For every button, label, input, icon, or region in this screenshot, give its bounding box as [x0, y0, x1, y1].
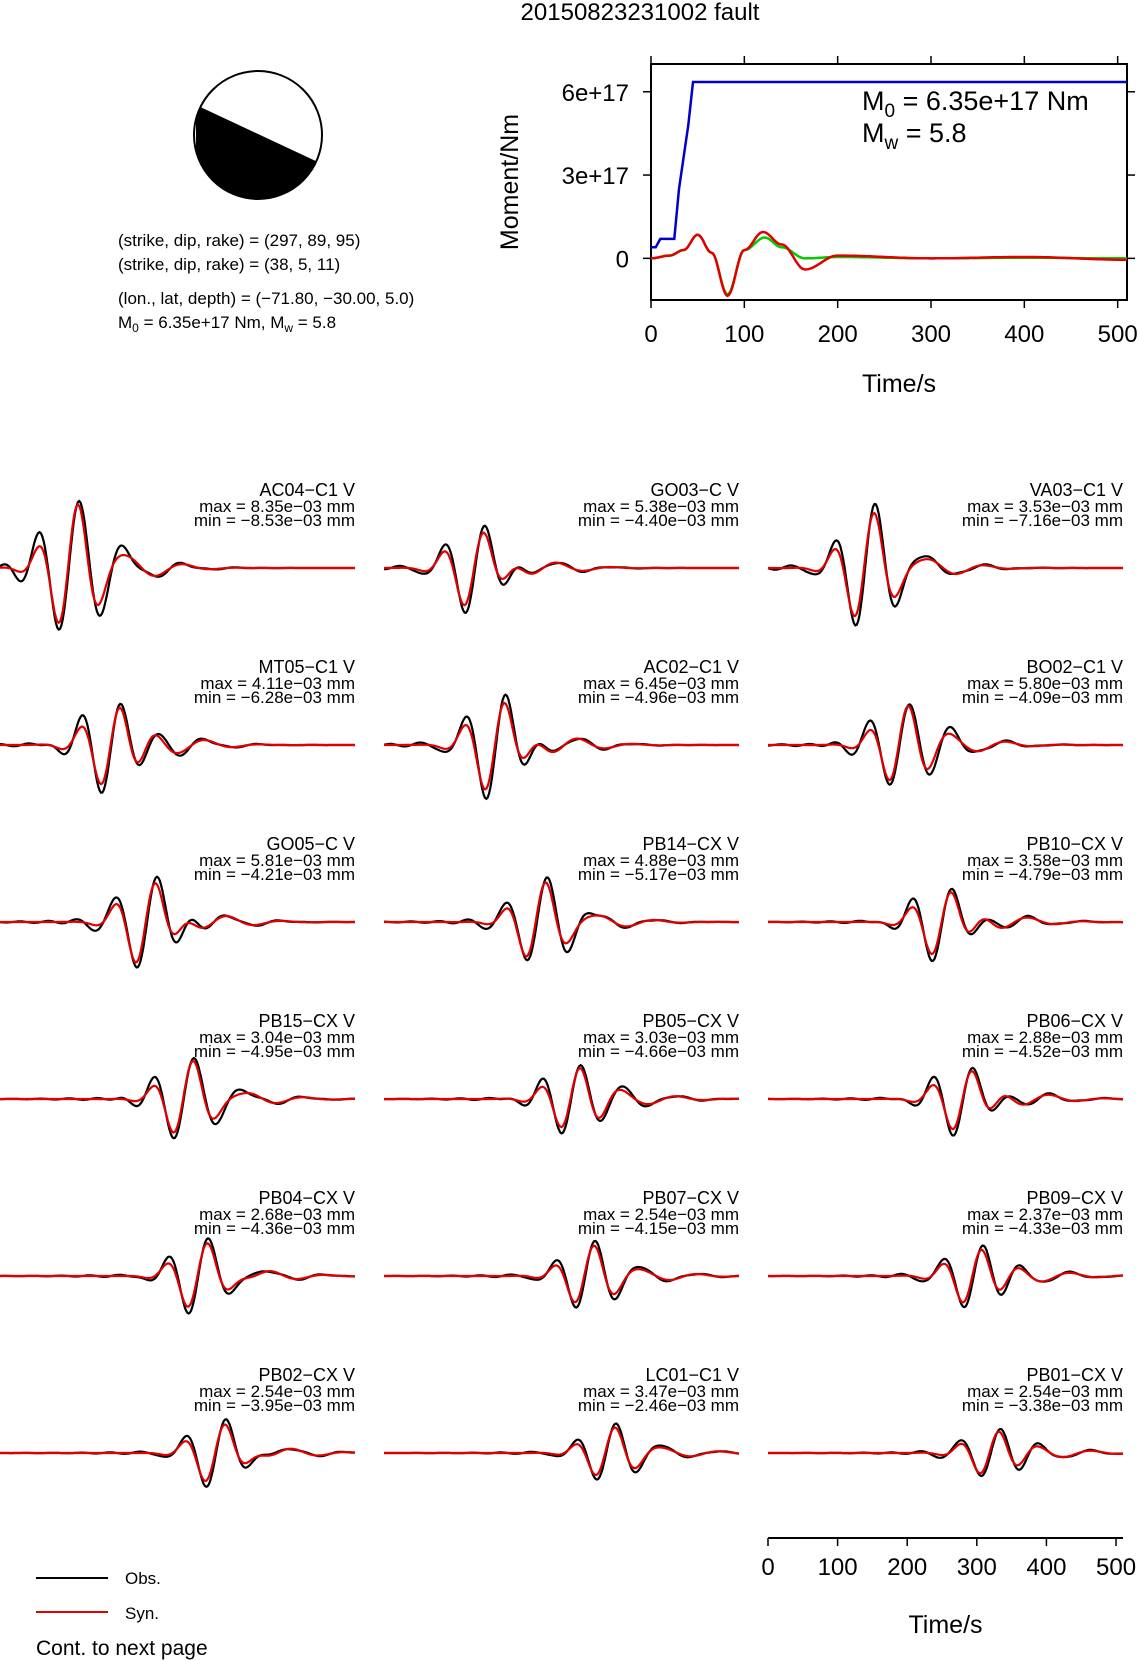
station-min: min = −4.15e−03 mm	[577, 1219, 739, 1238]
station-name: AC04−C1 V	[259, 480, 355, 500]
station-min: min = −4.09e−03 mm	[961, 688, 1123, 707]
m0-annotation: $M_0 = 6.35e+17$ Nm	[862, 86, 1089, 122]
station-min: min = −4.96e−03 mm	[577, 688, 739, 707]
moment-xtick-label: 400	[1004, 321, 1045, 348]
station-max: max = 5.81e−03 mm	[199, 851, 355, 870]
station-name: PB14−CX V	[642, 834, 739, 854]
station-name: PB06−CX V	[1026, 1011, 1123, 1031]
station-name: PB15−CX V	[258, 1011, 355, 1031]
station-min: min = −3.95e−03 mm	[193, 1396, 355, 1415]
synthetic-trace	[768, 1071, 1123, 1129]
station-max: max = 5.80e−03 mm	[967, 674, 1123, 693]
station-max: max = 3.47e−03 mm	[583, 1382, 739, 1401]
time-axis-tick-label: 100	[817, 1554, 858, 1581]
synthetic-trace	[384, 883, 739, 957]
observed-trace	[0, 704, 355, 793]
station-name: PB07−CX V	[642, 1188, 739, 1208]
synthetic-trace	[384, 1246, 739, 1303]
nodal-plane-1: (strike, dip, rake) = (297, 89, 95)	[118, 231, 361, 250]
observed-trace	[768, 1068, 1123, 1136]
station-min: min = −4.33e−03 mm	[961, 1219, 1123, 1238]
moment-xtick-label: 100	[724, 321, 765, 348]
synthetic-trace	[768, 1432, 1123, 1473]
time-axis-tick-label: 0	[761, 1554, 775, 1581]
station-name: AC02−C1 V	[643, 657, 739, 677]
time-axis-label: Time/s	[908, 1611, 983, 1639]
moment-function-plot	[496, 56, 1138, 398]
moment-xlabel: Time/s	[861, 370, 937, 398]
station-name: VA03−C1 V	[1029, 480, 1123, 500]
synthetic-trace	[384, 533, 739, 605]
synthetic-trace	[768, 706, 1123, 780]
station-name: PB04−CX V	[258, 1188, 355, 1208]
station-name: PB09−CX V	[1026, 1188, 1123, 1208]
station-name: LC01−C1 V	[645, 1365, 739, 1385]
time-axis-tick-label: 400	[1026, 1554, 1067, 1581]
legend-obs-label: Obs.	[125, 1569, 161, 1588]
synthetic-trace	[768, 1250, 1123, 1302]
legend	[36, 1569, 208, 1660]
station-name: MT05−C1 V	[258, 657, 355, 677]
moment-xtick-label: 200	[817, 321, 858, 348]
observed-trace	[384, 878, 739, 961]
observed-trace	[384, 1241, 739, 1308]
moment-xtick-label: 500	[1097, 321, 1138, 348]
station-min: min = −4.66e−03 mm	[577, 1042, 739, 1061]
station-min: min = −4.95e−03 mm	[193, 1042, 355, 1061]
station-min: min = −4.79e−03 mm	[961, 865, 1123, 884]
moment-rate-syn-line	[651, 232, 1127, 296]
station-min: min = −4.21e−03 mm	[193, 865, 355, 884]
station-min: min = −8.53e−03 mm	[193, 511, 355, 530]
station-min: min = −5.17e−03 mm	[577, 865, 739, 884]
station-name: GO05−C V	[266, 834, 355, 854]
station-name: PB01−CX V	[1026, 1365, 1123, 1385]
waveform-time-axis	[761, 1538, 1136, 1639]
synthetic-trace	[0, 1425, 355, 1481]
moment-ytick-label: 6e+17	[561, 79, 629, 107]
station-max: max = 2.54e−03 mm	[199, 1382, 355, 1401]
station-min: min = −2.46e−03 mm	[577, 1396, 739, 1415]
moment-ytick-label: 3e+17	[561, 163, 629, 191]
station-max: max = 8.35e−03 mm	[199, 497, 355, 516]
station-min: min = −4.36e−03 mm	[193, 1219, 355, 1238]
nodal-plane-2: (strike, dip, rake) = (38, 5, 11)	[118, 255, 341, 274]
station-min: min = −4.52e−03 mm	[961, 1042, 1123, 1061]
continuation-note: Cont. to next page	[36, 1637, 208, 1660]
moment-ytick-label: 0	[615, 246, 629, 274]
synthetic-trace	[0, 883, 355, 962]
station-min: min = −6.28e−03 mm	[193, 688, 355, 707]
station-name: BO02−C1 V	[1026, 657, 1123, 677]
time-axis-tick-label: 500	[1096, 1554, 1137, 1581]
station-max: max = 2.68e−03 mm	[199, 1205, 355, 1224]
station-max: max = 3.53e−03 mm	[967, 497, 1123, 516]
station-min: min = −3.38e−03 mm	[961, 1396, 1123, 1415]
station-min: min = −4.40e−03 mm	[577, 511, 739, 530]
moment-xtick-label: 0	[644, 321, 658, 348]
station-max: max = 2.54e−03 mm	[967, 1382, 1123, 1401]
station-max: max = 3.03e−03 mm	[583, 1028, 739, 1047]
focal-mechanism	[194, 71, 322, 210]
station-max: max = 2.88e−03 mm	[967, 1028, 1123, 1047]
waveform-grid	[0, 480, 1123, 1487]
time-axis-tick-label: 300	[956, 1554, 997, 1581]
synthetic-trace	[0, 708, 355, 784]
station-name: GO03−C V	[650, 480, 739, 500]
event-location: (lon., lat, depth) = (−71.80, −30.00, 5.0)	[118, 289, 415, 308]
station-min: min = −7.16e−03 mm	[961, 511, 1123, 530]
station-max: max = 2.54e−03 mm	[583, 1205, 739, 1224]
station-max: max = 4.88e−03 mm	[583, 851, 739, 870]
synthetic-trace	[384, 1428, 739, 1476]
station-max: max = 4.11e−03 mm	[200, 674, 355, 693]
station-max: max = 6.45e−03 mm	[583, 674, 739, 693]
moment-xtick-label: 300	[910, 321, 952, 348]
synthetic-trace	[0, 1061, 355, 1132]
legend-syn-label: Syn.	[125, 1604, 160, 1623]
figure-title: 20150823231002 fault	[520, 0, 760, 26]
station-max: max = 2.37e−03 mm	[967, 1205, 1123, 1224]
mw-annotation: $M_w = 5.8$	[862, 118, 967, 154]
station-name: PB05−CX V	[642, 1011, 739, 1031]
station-max: max = 3.04e−03 mm	[199, 1028, 355, 1047]
event-magnitude: $M_0 = 6.35e+17$ Nm, $M_w = 5.8$	[118, 313, 337, 335]
synthetic-trace	[384, 703, 739, 789]
observed-trace	[384, 1424, 739, 1480]
station-name: PB10−CX V	[1026, 834, 1123, 854]
synthetic-trace	[384, 1068, 739, 1127]
station-max: max = 3.58e−03 mm	[967, 851, 1123, 870]
observed-trace	[384, 526, 739, 613]
time-axis-tick-label: 200	[887, 1554, 928, 1581]
station-name: PB02−CX V	[258, 1365, 355, 1385]
moment-ylabel: Moment/Nm	[496, 113, 524, 251]
station-max: max = 5.38e−03 mm	[583, 497, 739, 516]
